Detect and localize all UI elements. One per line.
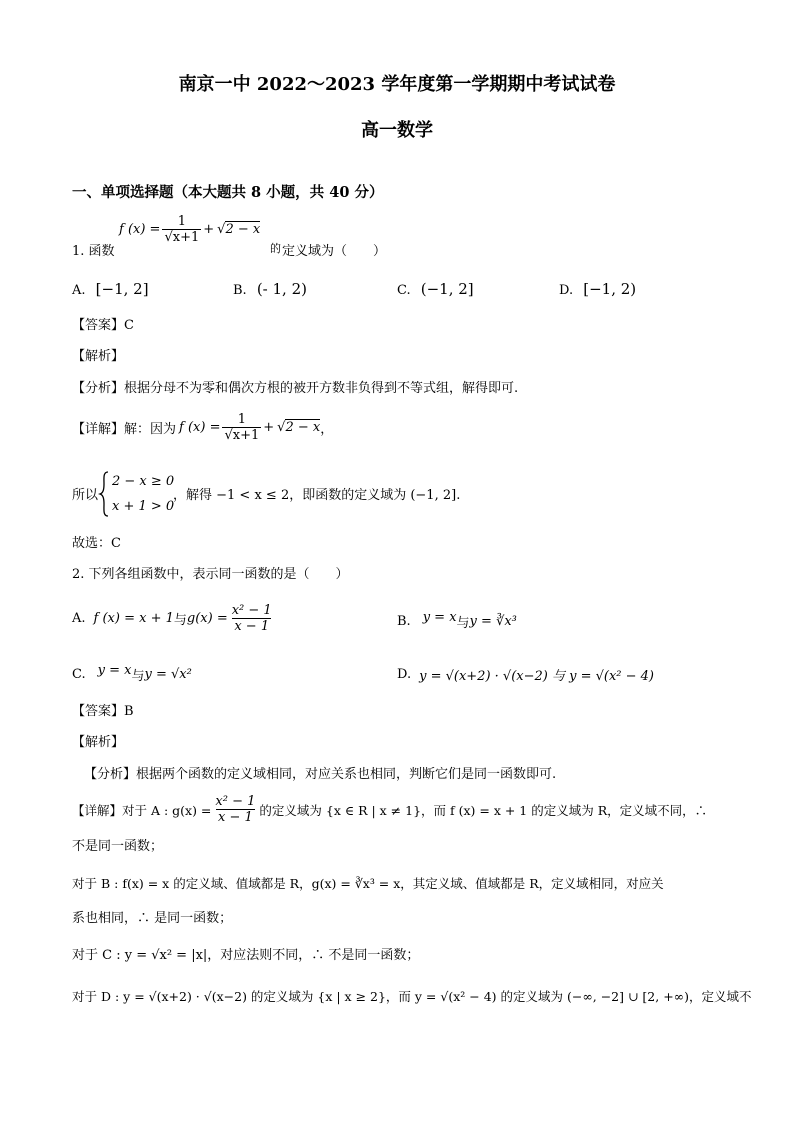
q1-fraction-den: √x+1 (164, 230, 200, 245)
option-value: (- 1, 2) (256, 280, 307, 298)
q1-detail-prefix: 【详解】解：因为 (72, 422, 177, 437)
q1-option-a (72, 280, 149, 298)
q2-analysis: 【分析】根据两个函数的定义域相同，对应关系也相同，判断它们是同一函数即可. (84, 767, 557, 782)
q1-analysis: 【分析】根据分母不为零和偶次方根的被开方数非负得到不等式组，解得即可. (72, 381, 519, 396)
q1-detail-plus: + (263, 420, 275, 435)
q1-system-prefix: 所以 (72, 488, 99, 503)
q1-tail-small: 的 (270, 242, 281, 255)
q2-optA-g: g(x) = (186, 611, 228, 626)
q2-answer: 【答案】B (72, 704, 134, 719)
section-heading: 一、单项选择题（本大题共 8 小题，共 40 分） (72, 184, 384, 201)
q2-option-b (397, 612, 517, 631)
q1-system-line1: 2 − x ≥ 0 (112, 474, 175, 489)
q1-number: 1. 函数 (72, 244, 115, 259)
q1-analysis-title: 【解析】 (72, 349, 125, 364)
q2-optC-mid: 与 (131, 669, 145, 684)
page-title: 南京一中 2022～2023 学年度第一学期期中考试试卷 (178, 74, 616, 95)
q1-system-line2: x + 1 > 0 (112, 499, 175, 514)
q2-optC-left: y = x (97, 663, 132, 678)
q2-detail-d: 对于 D : y = √(x+2) · √(x−2) 的定义域为 {x | x ≥ 2}，而 y = √(x² − 4) 的定义域为 (−∞, −2] ∪ [2, +∞)，定义域不 (72, 989, 752, 1004)
q2-analysis-title: 【解析】 (72, 735, 125, 750)
q2-detail-a-suffix: 的定义域为 {x ∈ R | x ≠ 1}，而 f (x) = x + 1 的定义域为 R，定义域不同，∴ (259, 802, 708, 818)
q1-option-b (233, 280, 307, 298)
q2-detail-c: 对于 C : y = √x² = |x|，对应法则不同，∴ 不是同一函数； (72, 948, 420, 963)
q2-detail-b1: 对于 B : f(x) = x 的定义域、值域都是 R，g(x) = ∛x³ = x，其定义域、值域都是 R，定义域相同，对应关 (72, 876, 664, 891)
q1-radicand2: 2 − x (225, 222, 261, 237)
option-label: B. (397, 614, 411, 629)
q2-optB-right: y = ∛x³ (469, 614, 517, 629)
q1-system-suffix: ，解得 −1 < x ≤ 2，即函数的定义域为 (−1, 2]. (173, 488, 461, 503)
option-label: A. (72, 283, 86, 298)
page-subtitle: 高一数学 (361, 120, 433, 141)
option-label: A. (72, 611, 86, 626)
q1-detail-fraction (222, 412, 261, 443)
option-label: D. (397, 667, 412, 682)
q1-detail-num: 1 (237, 412, 246, 427)
q2-detail-a-prefix: 【详解】对于 A : g(x) = (72, 802, 212, 818)
q2-optB-mid: 与 (456, 616, 470, 631)
brace-icon (98, 470, 110, 518)
option-value: [−1, 2] (95, 280, 149, 298)
q1-conclusion: 故选：C (72, 536, 121, 551)
q1-option-d (559, 280, 636, 298)
q1-detail-den-radicand: x+1 (232, 428, 260, 443)
option-label: B. (233, 283, 247, 298)
option-label: C. (72, 667, 86, 682)
option-value: [−1, 2) (583, 280, 637, 298)
q2-detail-b2: 系也相同，∴ 是同一函数； (72, 911, 233, 926)
option-label: C. (397, 283, 411, 298)
q1-formula: f (x) = $\frac{1}{√x+1}$ + √2 − x (119, 214, 261, 245)
q2-optA-num: x² − 1 (231, 603, 272, 618)
option-value: (−1, 2] (420, 280, 474, 298)
option-label: D. (559, 283, 574, 298)
q1-option-c (397, 280, 474, 298)
q1-detail-den: √x+1 (224, 428, 260, 443)
q2-optA-mid: 与 (173, 613, 187, 628)
q2-detail-a-num: x² − 1 (215, 794, 256, 809)
q1-fx: f (x) = (119, 222, 161, 237)
q2-detail-a2: 不是同一函数； (72, 839, 164, 854)
q2-optA-left: f (x) = x + 1 (93, 611, 174, 626)
q2-detail-a-fraction (213, 794, 257, 825)
q1-plus: + (203, 222, 215, 237)
q2-detail-a-den: x − 1 (218, 810, 253, 825)
q2-option-c (72, 665, 192, 684)
q1-answer: 【答案】C (72, 318, 134, 333)
q2-optA-den: x − 1 (234, 619, 270, 634)
q2-option-d (397, 665, 654, 684)
q1-tail: 定义域为（ ） (282, 244, 387, 259)
q2-optD-text: y = √(x+2) · √(x−2) 与 y = √(x² − 4) (419, 669, 655, 684)
q2-optA-fraction (230, 603, 274, 634)
q1-detail-radicand2: 2 − x (285, 420, 321, 435)
q1-detail-fx: f (x) = (179, 420, 221, 435)
q2-detail-a (72, 794, 707, 825)
q1-fraction-num: 1 (177, 214, 186, 229)
q1-detail: 【详解】解：因为 f (x) = $\frac{1}{√x+1}$ + √2 − x ， (72, 412, 334, 443)
q2-option-a (72, 603, 276, 634)
q2-stem: 2. 下列各组函数中，表示同一函数的是（ ） (72, 567, 349, 582)
q1-den-radicand: x+1 (172, 230, 200, 245)
q2-optC-right: y = √x² (144, 667, 192, 682)
q1-detail-suffix: ， (320, 422, 334, 437)
q2-optB-left: y = x (422, 610, 457, 625)
q1-system-brace (98, 470, 110, 522)
q1-fraction (162, 214, 201, 245)
